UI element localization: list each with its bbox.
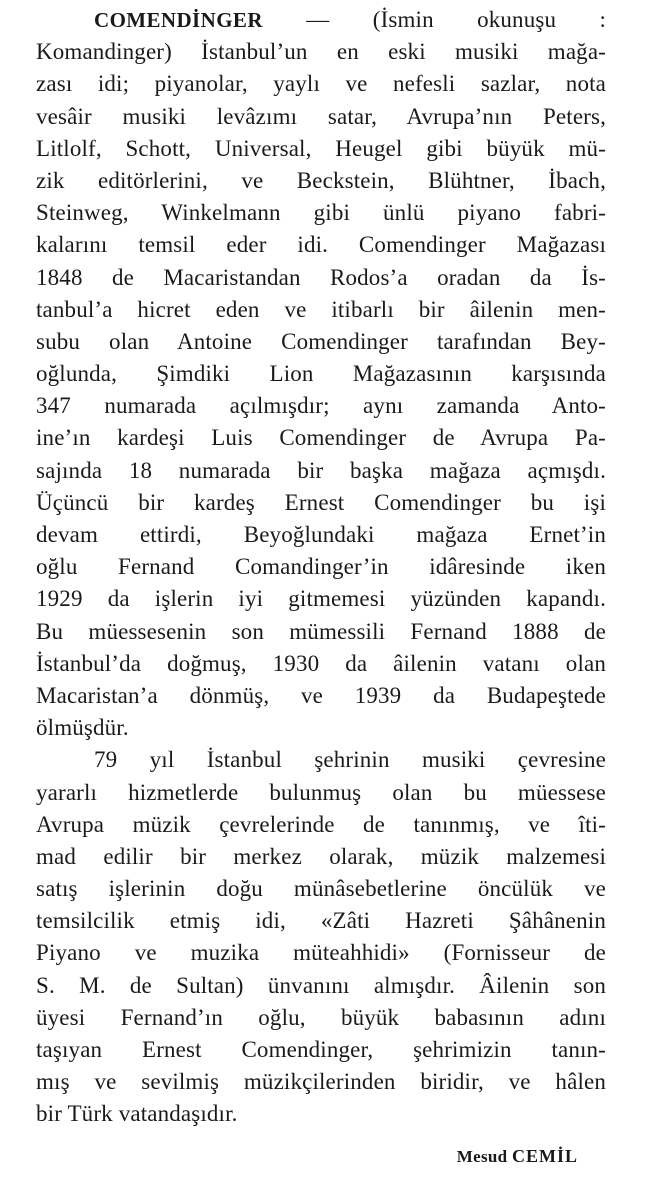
text-line: Piyano ve muzika müteahhidi» (Fornisseur de xyxy=(36,940,606,966)
text-line: bir Türk vatandaşıdır. xyxy=(36,1101,238,1127)
text-line: İstanbul’da doğmuş, 1930 da âilenin vatanı olan xyxy=(36,650,606,676)
paragraph-2 xyxy=(36,744,606,1130)
text-line: mad edilir bir merkez olarak, müzik malzemesi xyxy=(36,843,606,869)
text-line: 347 numarada açılmışdır; aynı zamanda Anto- xyxy=(36,393,606,419)
author-surname: CEMİL xyxy=(511,1146,578,1166)
article-first-line-text: — (İsmin okunuşu : xyxy=(262,7,606,32)
text-line: Avrupa müzik çevrelerinde de tanınmış, ve îti- xyxy=(36,811,606,837)
text-line: Üçüncü bir kardeş Ernest Comendinger bu işi xyxy=(36,489,606,515)
text-line: tanbul’a hicret eden ve itibarlı bir âilenin men- xyxy=(36,296,606,322)
text-line: 1929 da işlerin iyi gitmemesi yüzünden kapandı. xyxy=(36,586,606,612)
text-line: üyesi Fernand’ın oğlu, büyük babasının adını xyxy=(36,1004,606,1030)
text-line: Komandinger) İstanbul’un en eski musiki mağa- xyxy=(36,39,606,65)
paragraph-1 xyxy=(36,36,606,744)
text-line: subu olan Antoine Comendinger tarafından Bey- xyxy=(36,328,606,354)
author-signature xyxy=(457,1146,578,1167)
text-line: oğlu Fernand Comandinger’in idâresinde iken xyxy=(36,554,606,580)
text-line: 79 yıl İstanbul şehrinin musiki çevresine xyxy=(94,747,606,773)
text-line: Bu müessesenin son mümessili Fernand 1888 de xyxy=(36,618,606,644)
text-line: temsilcilik etmiş idi, «Zâti Hazreti Şâhânenin xyxy=(36,908,606,934)
text-line: vesâir musiki levâzımı satar, Avrupa’nın Peters, xyxy=(36,103,606,129)
article-first-line xyxy=(36,4,606,36)
text-line: oğlunda, Şimdiki Lion Mağazasının karşısında xyxy=(36,361,606,387)
text-line: devam ettirdi, Beyoğlundaki mağaza Ernet’in xyxy=(36,522,606,547)
text-line: zik editörlerini, ve Beckstein, Blühtner, İbach, xyxy=(36,167,606,193)
text-line: Steinweg, Winkelmann gibi ünlü piyano fabri- xyxy=(36,200,606,226)
text-line: sajında 18 numarada bir başka mağaza açmışdı. xyxy=(36,457,606,483)
text-line: zası idi; piyanolar, yaylı ve nefesli sazlar, nota xyxy=(36,71,606,97)
text-line: yararlı hizmetlerde bulunmuş olan bu müessese xyxy=(36,779,606,805)
text-line: satış işlerinin doğu münâsebetlerine öncülük ve xyxy=(36,876,606,902)
text-line: S. M. de Sultan) ünvanını almışdır. Âilenin son xyxy=(36,972,606,998)
text-line: Macaristan’a dönmüş, ve 1939 da Budapeştede xyxy=(36,682,606,708)
text-line: ine’ın kardeşi Luis Comendinger de Avrupa Pa- xyxy=(36,425,606,451)
text-line: Litlolf, Schott, Universal, Heugel gibi büyük mü- xyxy=(36,135,606,161)
article-body xyxy=(36,4,606,1131)
text-line: kalarını temsil eder idi. Comendinger Mağazası xyxy=(36,232,606,258)
text-line: 1848 de Macaristandan Rodos’a oradan da İs- xyxy=(36,264,606,290)
text-line: taşıyan Ernest Comendinger, şehrimizin tanın- xyxy=(36,1037,606,1062)
author-given-name: Mesud xyxy=(456,1147,508,1166)
text-line: ölmüşdür. xyxy=(36,715,129,741)
text-line: mış ve sevilmiş müzikçilerinden biridir, ve hâlen xyxy=(36,1069,606,1095)
article-headword: COMENDİNGER xyxy=(94,8,263,32)
